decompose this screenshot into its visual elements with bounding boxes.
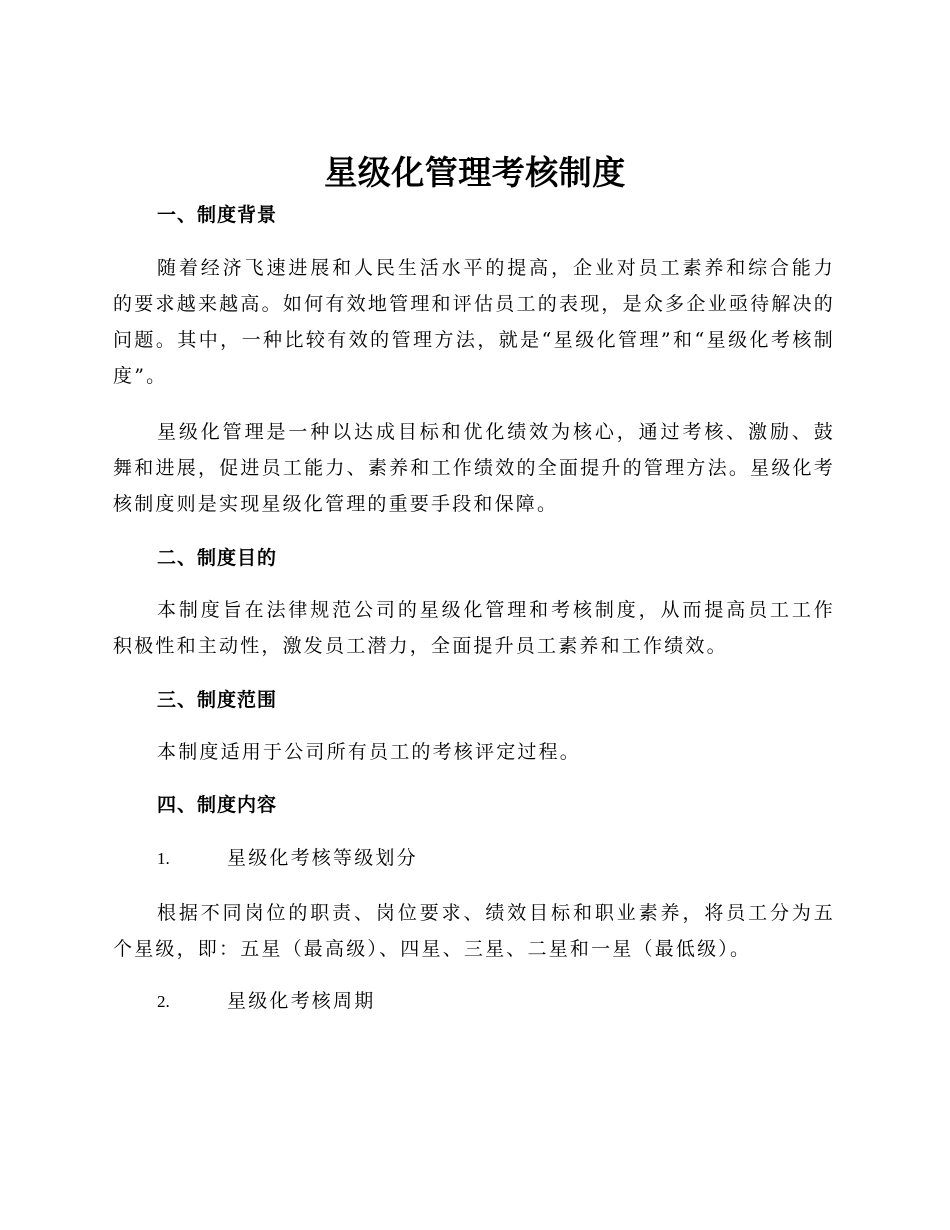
list-item-text: 星级化考核周期 (227, 990, 376, 1012)
paragraph-star-levels: 根据不同岗位的职责、岗位要求、绩效目标和职业素养，将员工分为五个星级，即：五星（最高级）、四星、三星、二星和一星（最低级）。 (113, 902, 835, 960)
list-item-1 (157, 840, 418, 877)
paragraph-purpose: 本制度旨在法律规范公司的星级化管理和考核制度，从而提高员工工作积极性和主动性，激发员工潜力，全面提升员工素养和工作绩效。 (113, 599, 835, 657)
section-heading-purpose: 二、制度目的 (157, 547, 278, 569)
list-item-number: 2. (157, 992, 170, 1011)
document-title: 星级化管理考核制度 (324, 153, 626, 192)
paragraph-background-1: 随着经济飞速进展和人民生活水平的提高，企业对员工素养和综合能力的要求越来越高。如何有效地管理和评估员工的表现，是众多企业亟待解决的问题。其中，一种比较有效的管理方法，就是“星级化管理”和“星级化考核制度”。 (113, 257, 835, 387)
paragraph-background-2: 星级化管理是一种以达成目标和优化绩效为核心，通过考核、激励、鼓舞和进展，促进员工能力、素养和工作绩效的全面提升的管理方法。星级化考核制度则是实现星级化管理的重要手段和保障。 (113, 421, 835, 515)
list-item-number: 1. (157, 849, 170, 868)
section-heading-scope: 三、制度范围 (157, 689, 278, 711)
section-heading-background: 一、制度背景 (157, 204, 278, 226)
section-heading-content: 四、制度内容 (157, 794, 278, 816)
paragraph-scope: 本制度适用于公司所有员工的考核评定过程。 (157, 741, 582, 763)
list-item-2 (157, 983, 375, 1020)
list-item-text: 星级化考核等级划分 (227, 847, 418, 869)
